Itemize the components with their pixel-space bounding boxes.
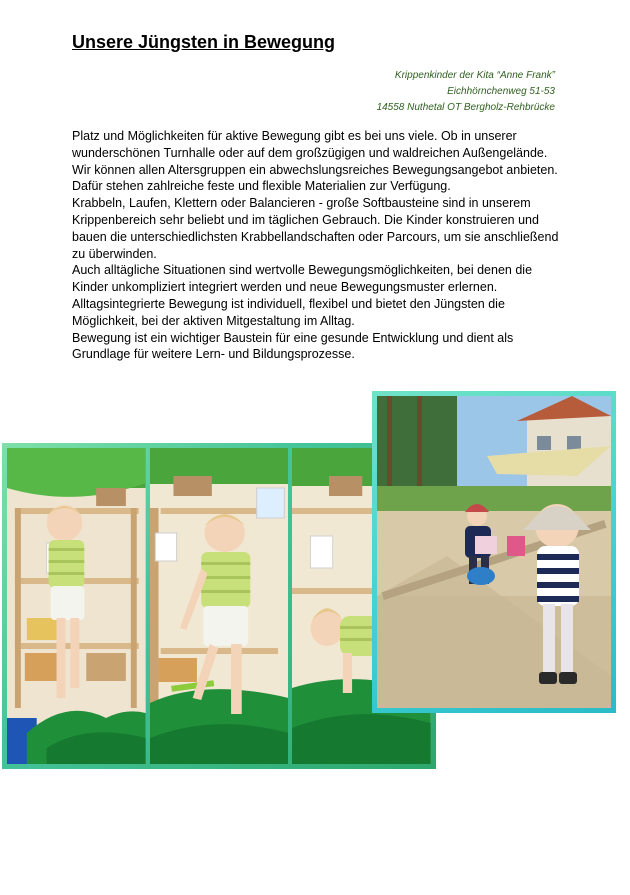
body-text xyxy=(72,128,562,363)
paragraph-2: Krabbeln, Laufen, Klettern oder Balancieren - große Softbausteine sind in unserem Krippenbereich sehr beliebt und im täglichen Gebrauch. Die Kinder konstruieren und bauen die unterschiedlichsten Krabbellandschaften oder Parcours, um sie anschließend zu überwinden. xyxy=(72,196,559,261)
paragraph-4: Alltagsintegrierte Bewegung ist individuell, flexibel und bietet den Jüngsten die Möglichkeit, bei der aktiven Mitgestaltung im Alltag. xyxy=(72,296,505,328)
paragraph-1: Platz und Möglichkeiten für aktive Bewegung gibt es bei uns viele. Ob in unserer wunderschönen Turnhalle oder auf dem großzügigen und waldreichen Außengelände. Wir können allen Altersgruppen ein abwechslungsreiches Bewegungsangebot anbieten. Dafür stehen zahlreiche feste und flexible Materialien zur Verfügung. xyxy=(72,129,558,194)
paragraph-3: Auch alltägliche Situationen sind wertvolle Bewegungsmöglichkeiten, bei denen die Kinder unkompliziert integriert werden und neue Bewegungsmuster erlernen. xyxy=(72,263,533,295)
paragraph-5: Bewegung ist ein wichtiger Baustein für eine gesunde Entwicklung und dient als Grundlage für weitere Lern- und Bildungsprozesse. xyxy=(72,330,514,362)
address-line-street: Eichhörnchenweg 51-53 xyxy=(447,86,555,97)
page-title: Unsere Jüngsten in Bewegung xyxy=(72,32,336,52)
address-block xyxy=(377,68,555,116)
photo-child-stepping-down xyxy=(7,448,146,764)
photo-outdoor-sandbox xyxy=(372,391,616,713)
photo-child-balancing xyxy=(150,448,289,764)
address-line-city: 14558 Nuthetal OT Bergholz-Rehbrücke xyxy=(376,102,555,113)
photo-collage-indoor xyxy=(2,443,436,769)
address-line-organization: Krippenkinder der Kita “Anne Frank” xyxy=(394,70,555,81)
